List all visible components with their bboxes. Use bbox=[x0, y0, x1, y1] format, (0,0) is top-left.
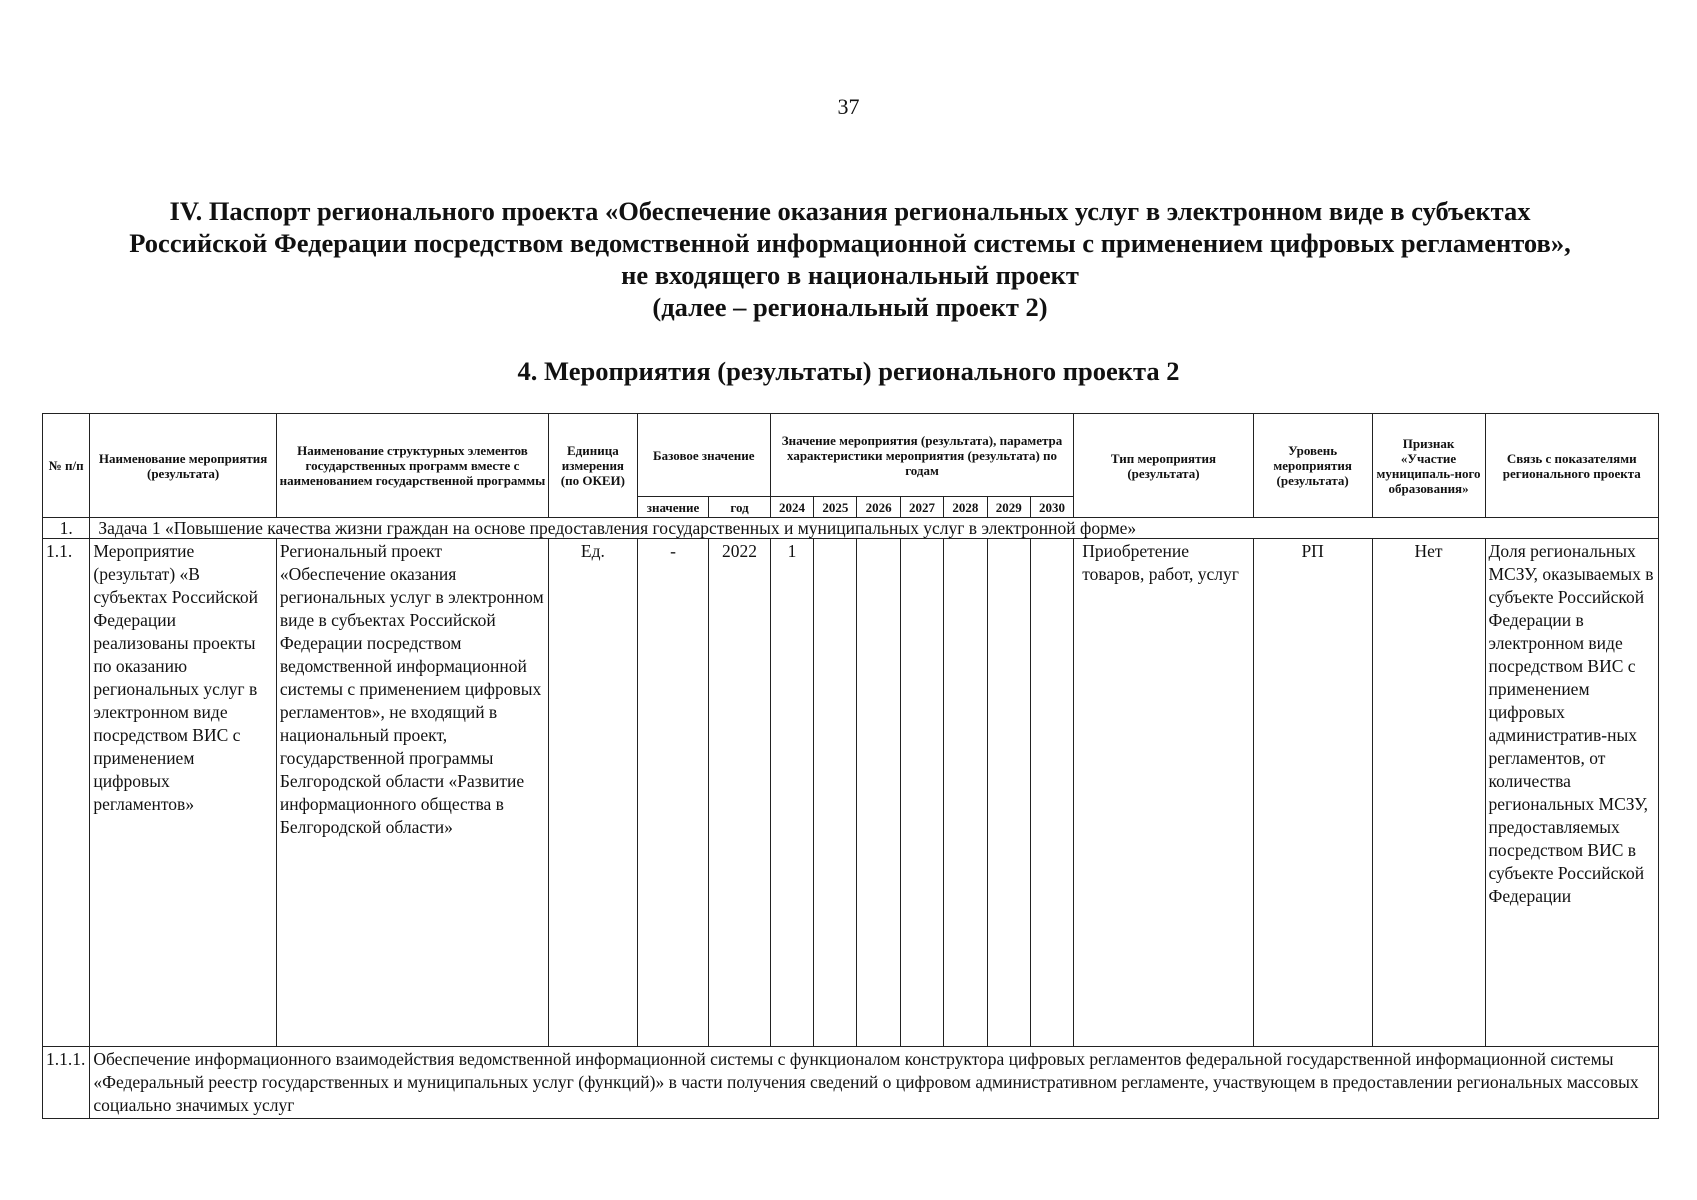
header-level: Уровень мероприятия (результата) bbox=[1253, 414, 1372, 518]
row-level: РП bbox=[1253, 539, 1372, 1047]
header-link: Связь с показателями регионального проекта bbox=[1485, 414, 1659, 518]
header-row bbox=[43, 414, 1659, 497]
header-municipal: Признак «Участие муниципаль-ного образования» bbox=[1372, 414, 1485, 518]
row-structural: Региональный проект «Обеспечение оказания региональных услуг в электронном виде в субъектах Российской Федерации посредством ведомственной информационной системы с применением цифровых регламентов», не входящий в национальный проект, государственной программы Белгородской области «Развитие информационного общества в Белгородской области» bbox=[276, 539, 548, 1047]
header-base-year: год bbox=[709, 497, 771, 518]
row-value-2025 bbox=[814, 539, 857, 1047]
row-num: 1.1. bbox=[43, 539, 90, 1047]
header-structural: Наименование структурных элементов государственных программ вместе с наименованием государственной программы bbox=[276, 414, 548, 518]
row-value-2026 bbox=[857, 539, 900, 1047]
title-line: не входящего в национальный проект bbox=[621, 260, 1079, 290]
row-municipal: Нет bbox=[1372, 539, 1485, 1047]
page-number: 37 bbox=[837, 94, 860, 119]
row-type: Приобретение товаров, работ, услуг bbox=[1074, 539, 1253, 1047]
header-base-value: значение bbox=[637, 497, 709, 518]
header-type: Тип мероприятия (результата) bbox=[1074, 414, 1253, 518]
row-value-2024: 1 bbox=[770, 539, 813, 1047]
task-row bbox=[43, 518, 1659, 539]
row-link: Доля региональных МСЗУ, оказываемых в субъекте Российской Федерации в электронном виде посредством ВИС с применением цифровых административ-ных регламентов, от количества региональных МСЗУ, предоставляемых посредством ВИС в субъекте Российской Федерации bbox=[1485, 539, 1659, 1047]
header-values-group: Значение мероприятия (результата), параметра характеристики мероприятия (результата) по годам bbox=[770, 414, 1073, 497]
row-value-2028 bbox=[944, 539, 987, 1047]
header-year: 2029 bbox=[987, 497, 1030, 518]
row-value-2029 bbox=[987, 539, 1030, 1047]
header-year: 2025 bbox=[814, 497, 857, 518]
header-year: 2026 bbox=[857, 497, 900, 518]
header-year: 2028 bbox=[944, 497, 987, 518]
subrow-num: 1.1.1. bbox=[43, 1047, 90, 1119]
header-unit: Единица измерения (по ОКЕИ) bbox=[549, 414, 638, 518]
table-row bbox=[43, 539, 1659, 1047]
section-title: 4. Мероприятия (результаты) регионального проекта 2 bbox=[517, 356, 1180, 386]
results-table bbox=[42, 413, 1659, 1119]
task-text: Задача 1 «Повышение качества жизни граждан на основе предоставления государственных и муниципальных услуг в электронной форме» bbox=[90, 518, 1659, 539]
row-base-year: 2022 bbox=[709, 539, 771, 1047]
subrow-text: Обеспечение информационного взаимодействия ведомственной информационной системы с функционалом конструктора цифровых регламентов федеральной государственной информационной системы «Федеральный реестр государственных и муниципальных услуг (функций)» в части получения сведений о цифровом административном регламенте, участвующем в предоставлении региональных массовых социально значимых услуг bbox=[90, 1047, 1659, 1119]
title-line: Российской Федерации посредством ведомственной информационной системы с применением цифровых регламентов», bbox=[129, 228, 1571, 258]
header-num: № п/п bbox=[43, 414, 90, 518]
header-base: Базовое значение bbox=[637, 414, 770, 497]
row-unit: Ед. bbox=[549, 539, 638, 1047]
title-line: (далее – региональный проект 2) bbox=[652, 292, 1048, 322]
title-line: IV. Паспорт регионального проекта «Обеспечение оказания региональных услуг в электронном виде в субъектах bbox=[169, 196, 1531, 226]
row-value-2027 bbox=[900, 539, 943, 1047]
row-base-value: - bbox=[637, 539, 709, 1047]
header-year: 2024 bbox=[770, 497, 813, 518]
row-name: Мероприятие (результат) «В субъектах Российской Федерации реализованы проекты по оказанию региональных услуг в электронном виде посредством ВИС с применением цифровых регламентов» bbox=[90, 539, 276, 1047]
header-year: 2030 bbox=[1030, 497, 1073, 518]
row-value-2030 bbox=[1030, 539, 1073, 1047]
document-title bbox=[50, 195, 1650, 323]
header-year: 2027 bbox=[900, 497, 943, 518]
header-name: Наименование мероприятия (результата) bbox=[90, 414, 276, 518]
subrow bbox=[43, 1047, 1659, 1119]
task-num: 1. bbox=[43, 518, 90, 539]
